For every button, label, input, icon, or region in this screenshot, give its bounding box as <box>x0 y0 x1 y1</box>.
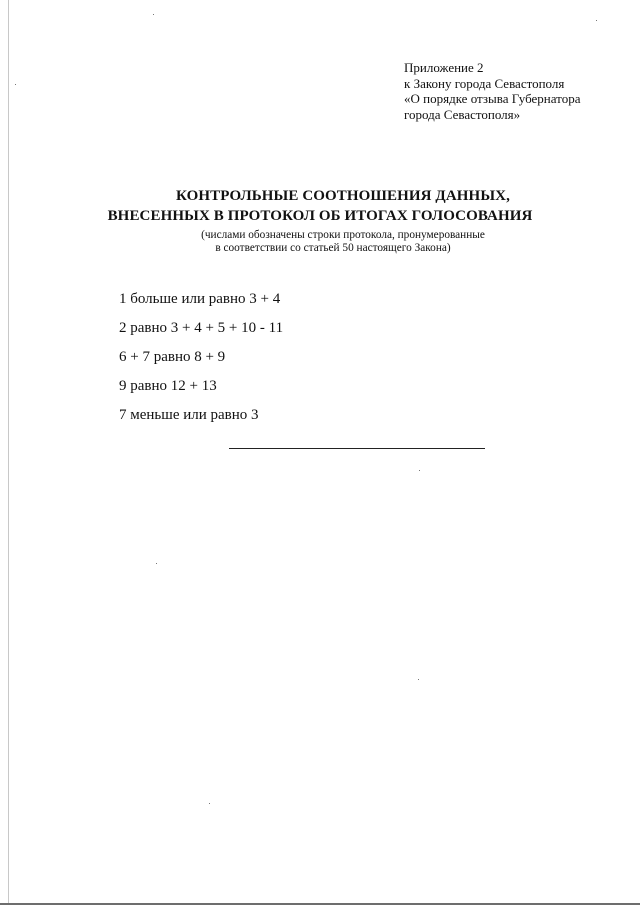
document-subtitle-line: в соответствии со статьей 50 настоящего Закона) <box>215 242 451 254</box>
control-relation-item: 2 равно 3 + 4 + 5 + 10 - 11 <box>119 320 284 336</box>
document-title-line: КОНТРОЛЬНЫЕ СООТНОШЕНИЯ ДАННЫХ, <box>176 188 510 204</box>
document-title-block <box>40 186 600 255</box>
control-relation-item: 6 + 7 равно 8 + 9 <box>119 349 226 365</box>
scan-speck <box>596 20 597 21</box>
appendix-line: к Закону города Севастополя <box>404 75 565 91</box>
control-relation-item: 9 равно 12 + 13 <box>119 378 217 394</box>
appendix-note <box>404 60 634 122</box>
end-divider-line <box>229 448 485 449</box>
scan-speck <box>156 563 157 564</box>
scan-speck <box>418 679 419 680</box>
document-subtitle-line: (числами обозначены строки протокола, пронумерованные <box>201 229 485 241</box>
scan-left-edge <box>8 0 9 905</box>
scan-speck <box>15 84 16 85</box>
scan-speck <box>419 470 420 471</box>
appendix-line: «О порядке отзыва Губернатора <box>404 91 581 106</box>
appendix-line: Приложение 2 <box>404 60 484 75</box>
control-relation-item: 7 меньше или равно 3 <box>119 407 259 423</box>
document-title-line: ВНЕСЕННЫХ В ПРОТОКОЛ ОБ ИТОГАХ ГОЛОСОВАНИЯ <box>107 208 533 224</box>
scan-speck <box>153 14 154 15</box>
scan-speck <box>209 803 210 804</box>
control-relations-list <box>119 289 283 434</box>
appendix-line: города Севастополя» <box>404 106 521 122</box>
control-relation-item: 1 больше или равно 3 + 4 <box>119 291 281 307</box>
